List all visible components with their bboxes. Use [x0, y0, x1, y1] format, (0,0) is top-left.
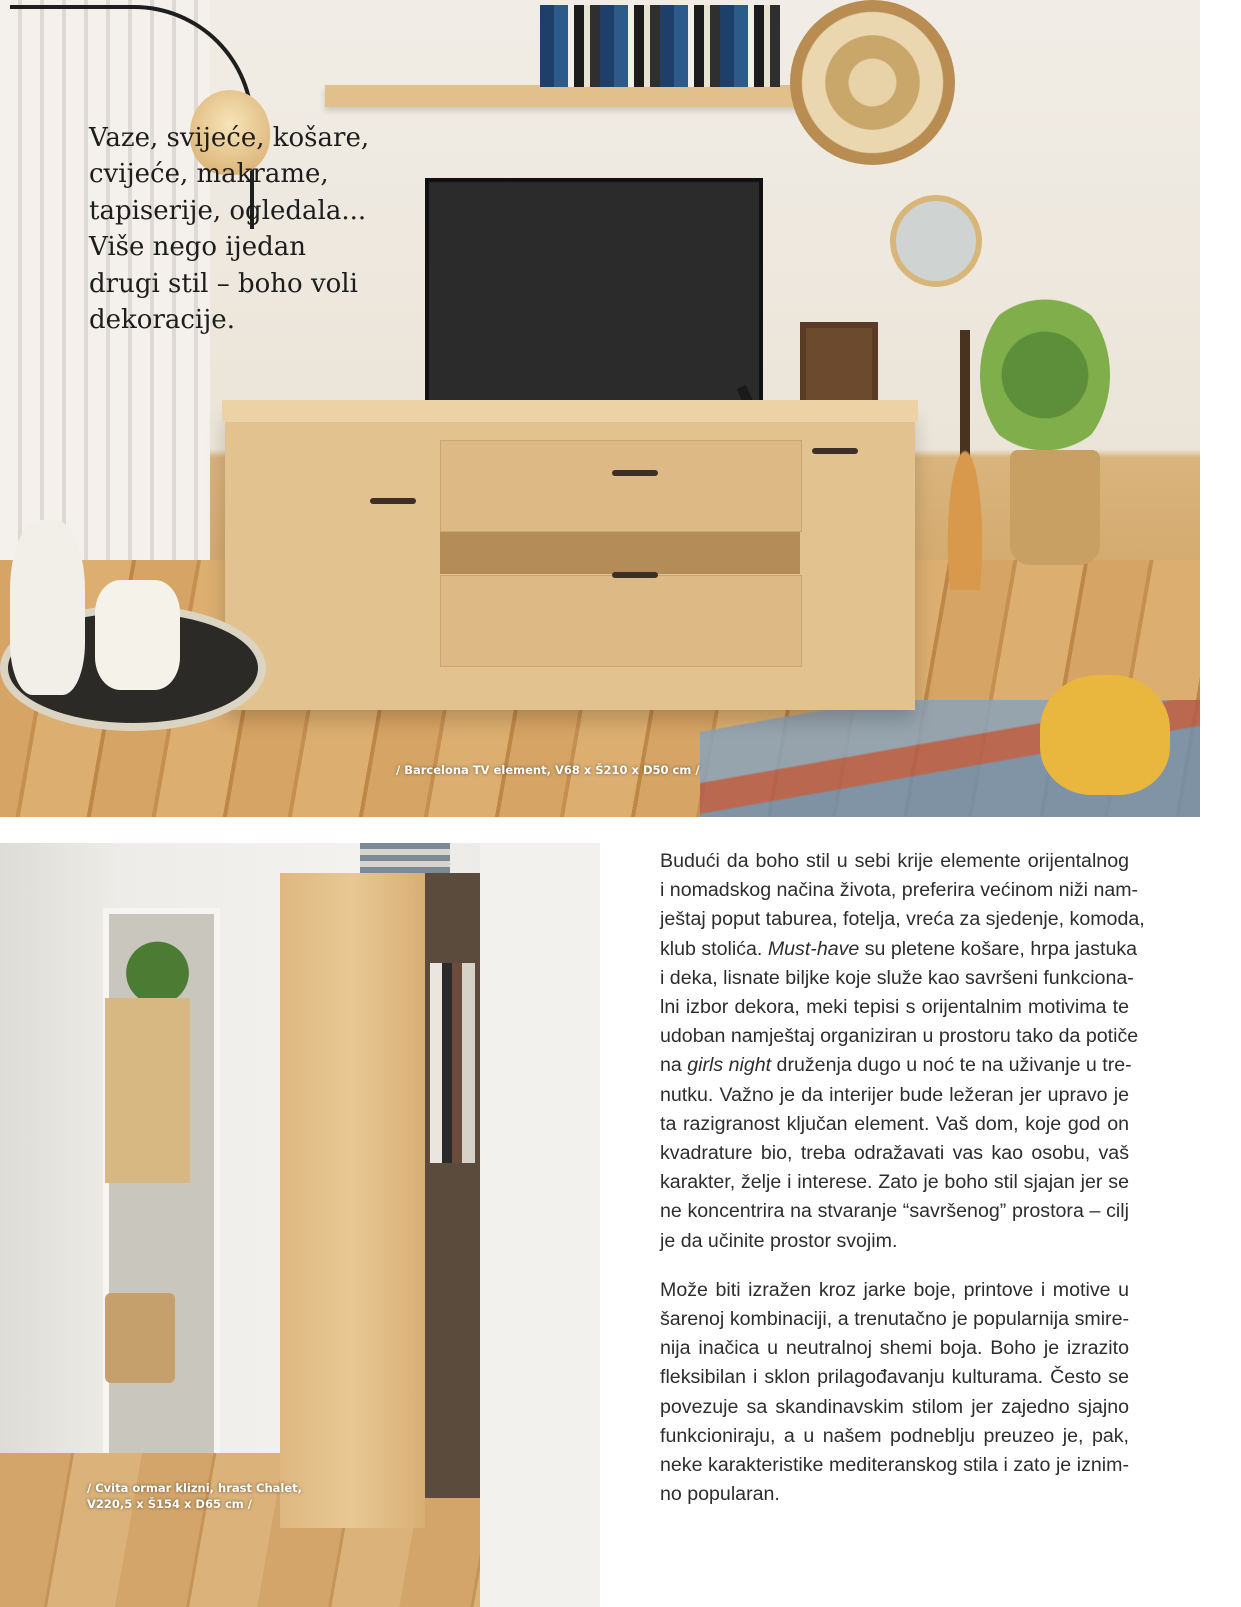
sun-wall-decor	[790, 0, 955, 165]
caption-line: V220,5 x Š154 x D65 cm /	[87, 1497, 252, 1511]
door-handle	[812, 448, 858, 454]
text-line: fleksibilan i sklon prilagođavanju kulturama. Često se	[660, 1366, 1129, 1389]
drawer-handle	[612, 470, 658, 476]
sliding-wardrobe-door	[280, 873, 425, 1528]
text-line: udoban namještaj organiziran u prostoru tako da potiče	[660, 1025, 1139, 1048]
tv-console-top	[222, 400, 918, 422]
console-drawer-top	[440, 440, 802, 532]
television	[425, 178, 763, 412]
wall	[480, 843, 600, 1607]
text-run: na	[660, 1054, 688, 1077]
yellow-vase	[1040, 675, 1170, 795]
text-line: kvadrature bio, treba odražavati vas kao osobu, vaš	[660, 1142, 1129, 1165]
article-body	[642, 847, 1145, 1529]
text-run: klub stolića.	[660, 937, 768, 960]
text-line: no popularan.	[660, 1483, 780, 1506]
console-drawer-bottom	[440, 575, 802, 667]
text-line: i nomadskog načina života, preferira većinom niži nam-	[660, 879, 1139, 902]
paragraph-1	[642, 847, 1145, 1256]
text-line: nutku. Važno je da interijer bude ležeran jer upravo je	[660, 1083, 1129, 1106]
text-line: ta razigranost ključan element. Vaš dom, koje god on	[660, 1112, 1129, 1135]
laundry-basket	[105, 1293, 175, 1383]
text-line: ne koncentrira na stvaranje “savršenog” prostora – cilj	[660, 1200, 1129, 1223]
photo-caption-top: / Barcelona TV element, V68 x Š210 x D50 cm /	[396, 763, 700, 777]
paragraph-2	[642, 1276, 1129, 1510]
photo-caption-bottom	[87, 1480, 307, 1512]
text-line: Budući da boho stil u sebi krije elemente orijentalnog	[660, 850, 1129, 872]
white-vase-small	[95, 580, 180, 690]
round-mirror	[890, 195, 982, 287]
text-run: su pletene košare, hrpa jastuka	[859, 937, 1138, 960]
white-vase	[10, 520, 85, 695]
caption-line: / Cvita ormar klizni, hrast Chalet,	[87, 1481, 303, 1495]
text-line: šarenoj kombinaciji, a trenutačno je popularnija smire-	[660, 1308, 1129, 1331]
pull-quote: Vaze, svijeće, košare, cvijeće, makrame, tapiserije, ogledala... Više nego ijedan drugi stil – boho voli dekoracije.	[89, 123, 370, 336]
emphasis: girls night	[687, 1054, 772, 1077]
wall-cabinet	[105, 998, 190, 1183]
woven-basket	[1010, 450, 1100, 565]
hanging-clothes	[430, 963, 475, 1163]
text-line: je da učinite prostor svojim.	[660, 1229, 898, 1252]
text-line: nija inačica u neutralnoj shemi boja. Boho je izrazito	[660, 1337, 1129, 1360]
book-row	[540, 5, 780, 87]
palm-plant	[980, 290, 1110, 460]
door-handle	[370, 498, 416, 504]
text-line	[642, 1051, 1132, 1080]
drawer-handle	[612, 572, 658, 578]
emphasis: Must-have	[767, 937, 860, 960]
text-run: druženja dugo u noć te na uživanje u tre-	[771, 1054, 1132, 1077]
text-line: i deka, lisnate biljke koje služe kao savršeni funkciona-	[660, 966, 1134, 989]
text-line: karakter, želje i interese. Zato je boho stil sjajan jer se	[660, 1171, 1129, 1194]
text-line	[642, 935, 1138, 964]
wall-shelf	[325, 85, 805, 107]
text-line: funkcioniraju, a u našem podneblju preuzeo je, pak,	[660, 1424, 1129, 1447]
text-line: lni izbor dekora, meki tepisi s orijentalnim motivima te	[660, 996, 1129, 1019]
folded-towels	[360, 843, 450, 873]
text-line: ještaj poput taburea, fotelja, vreća za sjedenje, komoda,	[660, 908, 1145, 931]
text-line: povezuje sa skandinavskim stilom jer zajedno sjajno	[660, 1395, 1129, 1418]
console-open-shelf	[440, 532, 800, 574]
text-line: Može biti izražen kroz jarke boje, printove i motive u	[660, 1278, 1129, 1301]
text-line: neke karakteristike mediteranskog stila i zato je iznim-	[660, 1454, 1129, 1477]
